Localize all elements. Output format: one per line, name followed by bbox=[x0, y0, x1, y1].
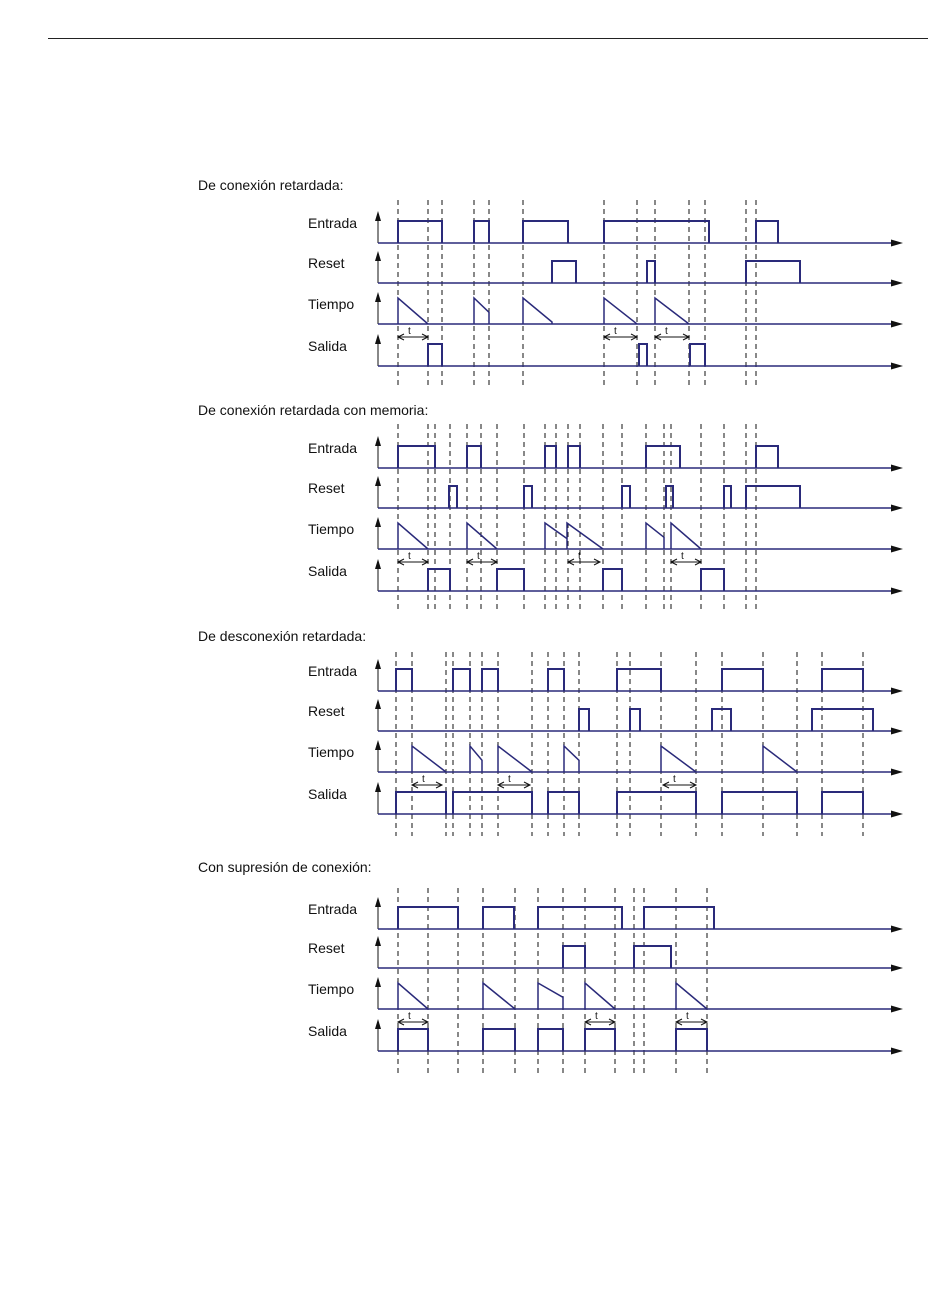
t-measure bbox=[671, 551, 701, 565]
reset-pulse bbox=[552, 261, 576, 283]
x-axis-arrow bbox=[891, 926, 903, 933]
signal-salida bbox=[308, 559, 903, 595]
time-ramp bbox=[538, 983, 563, 1009]
time-ramp bbox=[585, 983, 615, 1009]
entrada-pulse bbox=[548, 669, 564, 691]
y-axis-arrow bbox=[375, 1019, 381, 1029]
salida-pulse bbox=[428, 569, 450, 591]
t-label: t bbox=[686, 1011, 689, 1022]
diagram-on-delay bbox=[198, 177, 903, 388]
entrada-pulse bbox=[474, 221, 489, 243]
t-measure bbox=[498, 774, 530, 788]
signal-label: Entrada bbox=[308, 901, 358, 917]
signal-label: Reset bbox=[308, 255, 345, 271]
signal-entrada bbox=[308, 897, 903, 933]
y-axis-arrow bbox=[375, 782, 381, 792]
t-label: t bbox=[578, 551, 581, 562]
signal-label: Reset bbox=[308, 703, 345, 719]
signal-label: Salida bbox=[308, 563, 347, 579]
salida-pulse bbox=[398, 1029, 428, 1051]
salida-pulse bbox=[617, 792, 696, 814]
signal-tiempo bbox=[308, 292, 903, 328]
x-axis-arrow bbox=[891, 465, 903, 472]
reset-pulse bbox=[724, 486, 731, 508]
salida-pulse bbox=[676, 1029, 707, 1051]
time-ramp bbox=[398, 523, 428, 549]
t-measure bbox=[398, 1011, 428, 1025]
signal-salida bbox=[308, 1019, 903, 1055]
t-measure bbox=[467, 551, 497, 565]
x-axis-arrow bbox=[891, 240, 903, 247]
signal-salida bbox=[308, 782, 903, 818]
signal-reset bbox=[308, 251, 903, 287]
signal-label: Salida bbox=[308, 338, 347, 354]
entrada-pulse bbox=[756, 221, 778, 243]
diagram-on-delay-memory bbox=[198, 402, 903, 613]
entrada-pulse bbox=[568, 446, 580, 468]
entrada-pulse bbox=[644, 907, 714, 929]
signal-label: Tiempo bbox=[308, 744, 355, 760]
entrada-pulse bbox=[453, 669, 470, 691]
section-title: De conexión retardada: bbox=[198, 177, 344, 193]
time-ramp bbox=[467, 523, 497, 549]
x-axis-arrow bbox=[891, 688, 903, 695]
time-ramp bbox=[474, 298, 489, 324]
signal-label: Entrada bbox=[308, 440, 358, 456]
entrada-pulse bbox=[617, 669, 661, 691]
entrada-pulse bbox=[538, 907, 622, 929]
time-ramp bbox=[763, 746, 797, 772]
signal-label: Entrada bbox=[308, 215, 358, 231]
t-measure bbox=[585, 1011, 615, 1025]
section-title: De desconexión retardada: bbox=[198, 628, 367, 644]
salida-pulse bbox=[538, 1029, 563, 1051]
y-axis-arrow bbox=[375, 897, 381, 907]
reset-pulse bbox=[634, 946, 671, 968]
t-label: t bbox=[595, 1011, 598, 1022]
diagram-off-delay bbox=[198, 628, 903, 836]
section-title: De conexión retardada con memoria: bbox=[198, 402, 429, 418]
time-ramp bbox=[483, 983, 515, 1009]
t-measure bbox=[676, 1011, 707, 1025]
y-axis-arrow bbox=[375, 476, 381, 486]
salida-pulse bbox=[548, 792, 579, 814]
salida-pulse bbox=[639, 344, 647, 366]
t-measure bbox=[398, 551, 428, 565]
t-label: t bbox=[673, 774, 676, 785]
salida-pulse bbox=[483, 1029, 515, 1051]
signal-label: Salida bbox=[308, 786, 347, 802]
time-ramp bbox=[398, 298, 428, 324]
signal-tiempo bbox=[308, 977, 903, 1013]
reset-pulse bbox=[812, 709, 873, 731]
y-axis-arrow bbox=[375, 977, 381, 987]
signal-label: Tiempo bbox=[308, 981, 355, 997]
signal-entrada bbox=[308, 211, 903, 247]
y-axis-arrow bbox=[375, 292, 381, 302]
time-ramp bbox=[646, 523, 664, 549]
t-label: t bbox=[681, 551, 684, 562]
entrada-pulse bbox=[604, 221, 709, 243]
time-ramp bbox=[655, 298, 689, 324]
entrada-pulse bbox=[756, 446, 778, 468]
t-measure bbox=[655, 326, 689, 340]
reset-pulse bbox=[647, 261, 655, 283]
time-ramp bbox=[412, 746, 446, 772]
signal-label: Salida bbox=[308, 1023, 347, 1039]
signal-label: Tiempo bbox=[308, 296, 355, 312]
y-axis-arrow bbox=[375, 436, 381, 446]
time-ramp bbox=[523, 298, 552, 324]
entrada-pulse bbox=[545, 446, 556, 468]
salida-pulse bbox=[396, 792, 446, 814]
x-axis-arrow bbox=[891, 1006, 903, 1013]
salida-pulse bbox=[453, 792, 532, 814]
entrada-pulse bbox=[467, 446, 481, 468]
y-axis-arrow bbox=[375, 334, 381, 344]
time-ramp bbox=[564, 746, 579, 772]
t-measure bbox=[663, 774, 696, 788]
time-ramp bbox=[676, 983, 707, 1009]
salida-pulse bbox=[722, 792, 797, 814]
entrada-pulse bbox=[398, 221, 442, 243]
x-axis-arrow bbox=[891, 505, 903, 512]
y-axis-arrow bbox=[375, 936, 381, 946]
salida-pulse bbox=[690, 344, 705, 366]
reset-pulse bbox=[630, 709, 640, 731]
entrada-pulse bbox=[523, 221, 568, 243]
entrada-pulse bbox=[398, 446, 435, 468]
salida-pulse bbox=[701, 569, 724, 591]
signal-reset bbox=[308, 699, 903, 735]
y-axis-arrow bbox=[375, 559, 381, 569]
t-measure bbox=[398, 326, 428, 340]
reset-pulse bbox=[563, 946, 585, 968]
entrada-pulse bbox=[396, 669, 412, 691]
signal-salida bbox=[308, 334, 903, 370]
salida-pulse bbox=[603, 569, 622, 591]
signal-tiempo bbox=[308, 517, 903, 553]
y-axis-arrow bbox=[375, 211, 381, 221]
signal-label: Reset bbox=[308, 480, 345, 496]
t-label: t bbox=[408, 551, 411, 562]
y-axis-arrow bbox=[375, 659, 381, 669]
salida-pulse bbox=[585, 1029, 615, 1051]
entrada-pulse bbox=[482, 669, 498, 691]
reset-pulse bbox=[746, 486, 800, 508]
time-ramp bbox=[661, 746, 696, 772]
entrada-pulse bbox=[722, 669, 763, 691]
signal-label: Reset bbox=[308, 940, 345, 956]
y-axis-arrow bbox=[375, 517, 381, 527]
signal-reset bbox=[308, 476, 903, 512]
reset-pulse bbox=[622, 486, 630, 508]
entrada-pulse bbox=[483, 907, 514, 929]
time-ramp bbox=[671, 523, 701, 549]
section-title: Con supresión de conexión: bbox=[198, 859, 372, 875]
salida-pulse bbox=[428, 344, 442, 366]
reset-pulse bbox=[579, 709, 589, 731]
y-axis-arrow bbox=[375, 699, 381, 709]
salida-pulse bbox=[497, 569, 524, 591]
x-axis-arrow bbox=[891, 769, 903, 776]
entrada-pulse bbox=[646, 446, 680, 468]
x-axis-arrow bbox=[891, 965, 903, 972]
reset-pulse bbox=[746, 261, 800, 283]
x-axis-arrow bbox=[891, 280, 903, 287]
signal-reset bbox=[308, 936, 903, 972]
entrada-pulse bbox=[822, 669, 863, 691]
t-label: t bbox=[422, 774, 425, 785]
signal-entrada bbox=[308, 436, 903, 472]
salida-pulse bbox=[822, 792, 863, 814]
signal-tiempo bbox=[308, 740, 903, 776]
x-axis-arrow bbox=[891, 546, 903, 553]
signal-label: Entrada bbox=[308, 663, 358, 679]
t-measure bbox=[568, 551, 600, 565]
signal-label: Tiempo bbox=[308, 521, 355, 537]
y-axis-arrow bbox=[375, 740, 381, 750]
diagram-on-suppression bbox=[198, 859, 903, 1077]
t-label: t bbox=[477, 551, 480, 562]
t-label: t bbox=[614, 326, 617, 337]
x-axis-arrow bbox=[891, 811, 903, 818]
time-ramp bbox=[470, 746, 482, 772]
time-ramp bbox=[604, 298, 637, 324]
t-measure bbox=[412, 774, 442, 788]
x-axis-arrow bbox=[891, 588, 903, 595]
y-axis-arrow bbox=[375, 251, 381, 261]
x-axis-arrow bbox=[891, 363, 903, 370]
reset-pulse bbox=[666, 486, 673, 508]
t-label: t bbox=[408, 326, 411, 337]
x-axis-arrow bbox=[891, 321, 903, 328]
t-label: t bbox=[508, 774, 511, 785]
time-ramp bbox=[398, 983, 428, 1009]
signal-entrada bbox=[308, 659, 903, 695]
x-axis-arrow bbox=[891, 728, 903, 735]
t-label: t bbox=[665, 326, 668, 337]
x-axis-arrow bbox=[891, 1048, 903, 1055]
t-measure bbox=[604, 326, 637, 340]
t-label: t bbox=[408, 1011, 411, 1022]
time-ramp bbox=[498, 746, 532, 772]
time-ramp bbox=[567, 523, 603, 549]
reset-pulse bbox=[524, 486, 532, 508]
